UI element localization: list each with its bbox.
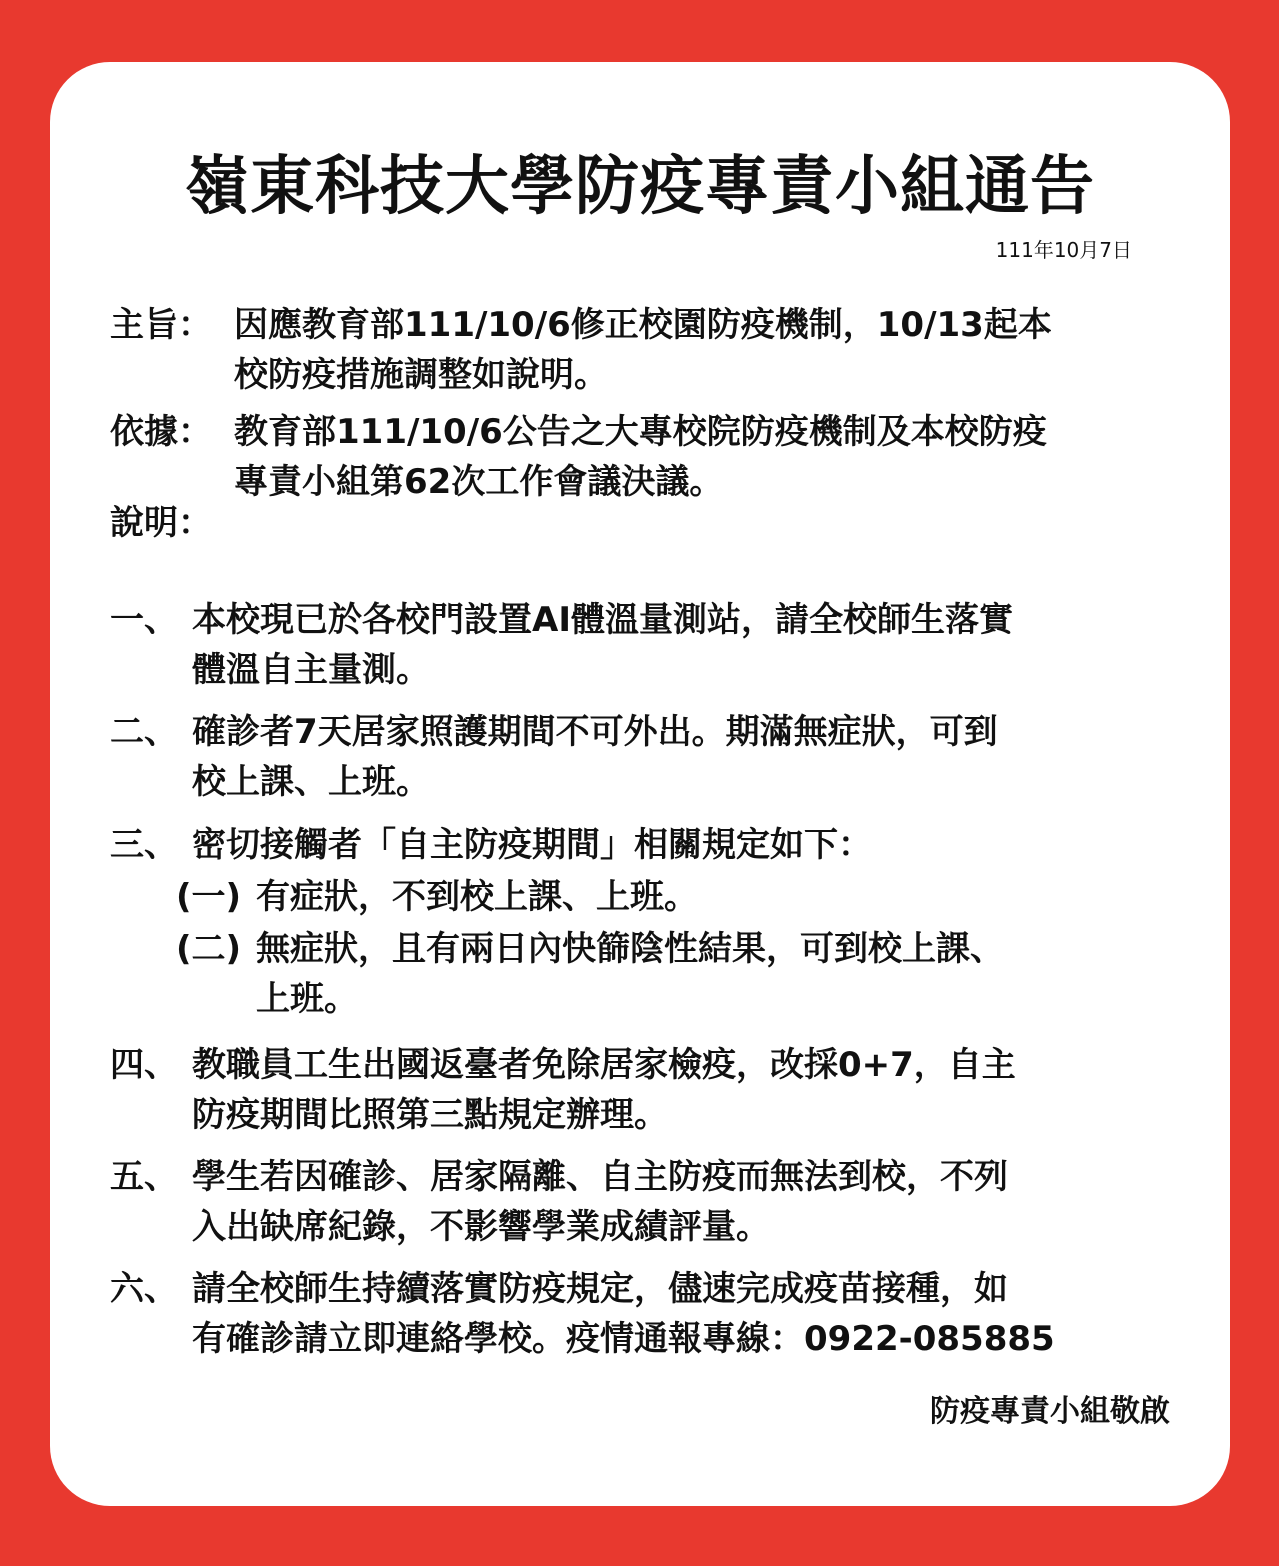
- signature: 防疫專責小組敬啟: [930, 1394, 1170, 1429]
- basis-section: [110, 407, 1190, 507]
- item-number: 五、: [110, 1157, 178, 1197]
- notice-title: 嶺東科技大學防疫專責小組通告: [185, 150, 1095, 224]
- item-number: 二、: [110, 712, 178, 752]
- list-item: [110, 820, 1190, 870]
- item-number: 四、: [110, 1045, 178, 1085]
- item-text: 教職員工生出國返臺者免除居家檢疫，改採0+7，自主 防疫期間比照第三點規定辦理。: [192, 1045, 1016, 1135]
- item-number: 六、: [110, 1269, 178, 1309]
- item-text: 確診者7天居家照護期間不可外出。期滿無症狀，可到 校上課、上班。: [192, 712, 998, 802]
- item-number: 三、: [110, 825, 178, 865]
- sub-item-number: (二): [176, 929, 242, 969]
- sub-item-text: 無症狀，且有兩日內快篩陰性結果，可到校上課、 上班。: [256, 929, 1004, 1019]
- basis-text: 教育部111/10/6公告之大專校院防疫機制及本校防疫 專責小組第62次工作會議決議。: [234, 412, 1047, 502]
- basis-label: 依據：: [110, 412, 212, 452]
- subject-label: 主旨：: [110, 305, 212, 345]
- item-text: 學生若因確診、居家隔離、自主防疫而無法到校，不列 入出缺席紀錄，不影響學業成績評量。: [192, 1157, 1008, 1247]
- item-text: 本校現已於各校門設置AI體溫量測站，請全校師生落實 體溫自主量測。: [192, 600, 1013, 690]
- subject-section: [110, 300, 1190, 400]
- item-number: 一、: [110, 600, 178, 640]
- list-item: [110, 1040, 1190, 1140]
- sub-item: [176, 872, 1186, 922]
- list-item: [110, 595, 1190, 695]
- notice-card: [50, 62, 1230, 1506]
- item-text: 請全校師生持續落實防疫規定，儘速完成疫苗接種，如 有確診請立即連絡學校。疫情通報專線：0922-085885: [192, 1269, 1055, 1359]
- sub-item-text: 有症狀，不到校上課、上班。: [256, 877, 698, 917]
- notice-date: 111年10月7日: [995, 238, 1132, 262]
- list-item: [110, 1152, 1190, 1252]
- item-text: 密切接觸者「自主防疫期間」相關規定如下：: [192, 825, 872, 865]
- list-item: [110, 707, 1190, 807]
- sub-item: [176, 924, 1186, 1024]
- sub-item-number: (一): [176, 877, 242, 917]
- list-item: [110, 1264, 1190, 1364]
- explanation-label: 說明：: [110, 503, 212, 543]
- subject-text: 因應教育部111/10/6修正校園防疫機制，10/13起本 校防疫措施調整如說明。: [234, 305, 1052, 395]
